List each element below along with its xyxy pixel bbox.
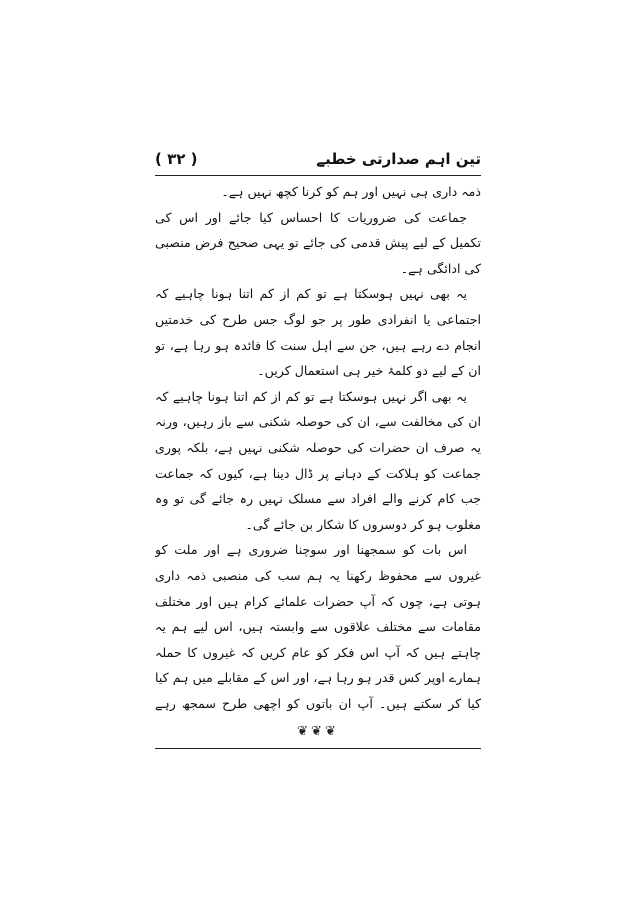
- header-rule: [155, 175, 481, 176]
- body-text: [155, 179, 481, 719]
- paragraph: اس بات کو سمجھنا اور سوچنا ضروری ہے اور ملت کو غیروں سے محفوظ رکھنا یہ ہم سب کی منصبی ذمہ داری ہوتی ہے، چوں کہ آپ حضرات علمائے کرام ہیں اور مختلف مقامات سے مختلف علاقوں سے وابستہ ہیں، اس لیے ہم یہ چاہتے ہیں کہ آپ اس فکر کو عام کریں کہ غیروں کا حملہ ہمارے اوپر کس قدر ہو رہا ہے، اور اس کے مقابلے میں ہم کیا کیا کر سکتے ہیں۔ آپ ان باتوں کو اچھی طرح سمجھ رہے: [155, 542, 481, 711]
- ornament-divider: ❦❦❦: [297, 724, 339, 739]
- paragraph: جماعت کی ضروریات کا احساس کیا جائے اور اس کی تکمیل کے لیے پیش قدمی کی جائے تو یہی صحیح فرض منصبی کی ادائگی ہے۔: [155, 209, 481, 276]
- paragraph: یہ بھی اگر نہیں ہوسکتا ہے تو کم از کم اتنا ہونا چاہیے کہ ان کی مخالفت سے، ان کی حوصلہ شکنی سے باز رہیں، ورنہ یہ صرف ان حضرات کی حوصلہ شکنی نہیں ہے، بلکہ پوری جماعت کو ہلاکت کے دہانے پر ڈال دینا ہے، کیوں کہ جماعت جب کام کرنے والے افراد سے مسلک نہیں رہ جائے گی تو وہ مغلوب ہو کر دوسروں کا شکار بن جائے گی۔: [155, 388, 481, 532]
- running-title: تین اہم صدارتی خطبے: [316, 150, 481, 168]
- paragraph: یہ بھی نہیں ہوسکتا ہے تو کم از کم اتنا ہونا چاہیے کہ اجتماعی یا انفرادی طور پر جو لوگ جس طرح کی خدمتیں انجام دے رہے ہیں، جن سے اہل سنت کا فائدہ ہو رہا ہے، تو ان کے لیے دو کلمۂ خیر ہی استعمال کریں۔: [155, 286, 481, 379]
- paragraph: ذمہ داری ہی نہیں اور ہم کو کرنا کچھ نہیں ہے۔: [221, 184, 481, 199]
- footer-rule: [155, 748, 481, 749]
- page-header: [155, 148, 481, 176]
- page-number: ( ۳۲ ): [155, 150, 198, 168]
